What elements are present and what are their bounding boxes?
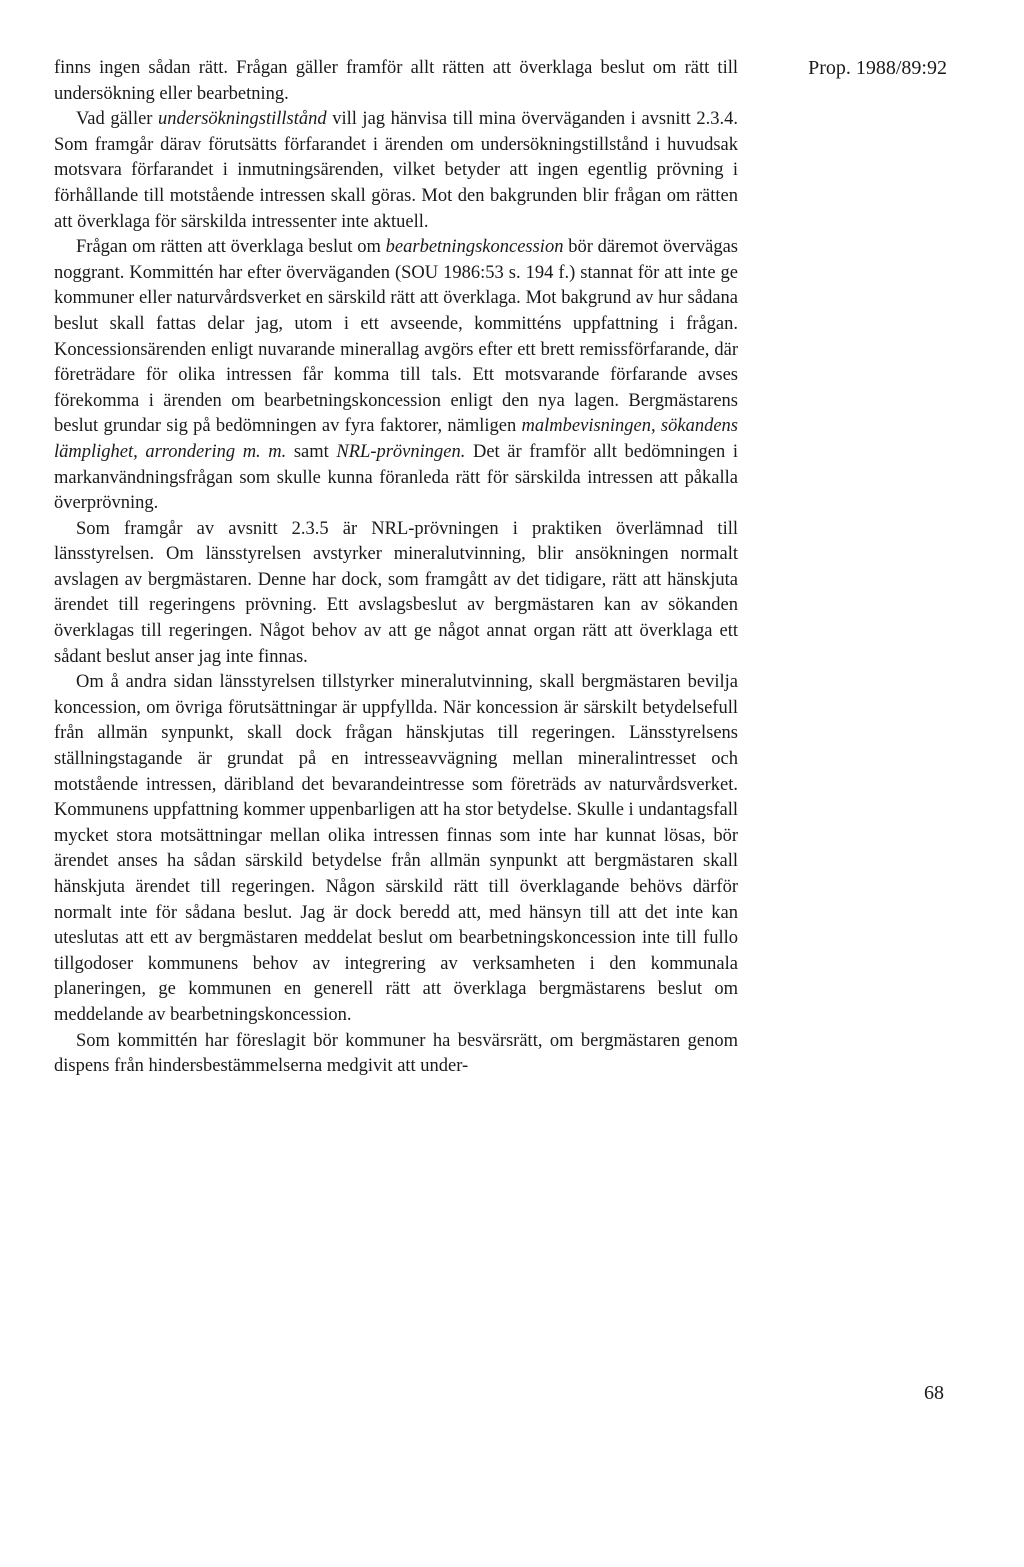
paragraph bbox=[54, 1029, 738, 1080]
text-run: Frågan om rätten att överklaga beslut om bbox=[76, 237, 386, 258]
text-run: Om å andra sidan länsstyrelsen tillstyrker mineralutvinning, skall bergmästaren bevilja koncession, om övriga förutsättningar är uppfyllda. När koncession är särskilt betydelsefull från allmän synpunkt, skall dock frågan hänskjutas till regeringen. Länsstyrelsens ställningstagande är grundat på en intresseavvägning mellan mineralintresset och motstående intressen, däribland det bevarandeintresse som företräds av naturvårdsverket. Kommunens uppfattning kommer uppenbarligen att ha stor betydelse. Skulle i undantagsfall mycket stora motsättningar mellan olika intressen finnas som inte har kunnat lösas, bör ärendet anses ha sådan särskild betydelse från allmän synpunkt att bergmästaren skall hänskjuta ärendet till regeringen. Någon särskild rätt till överklagande behövs därför normalt inte för sådana beslut. Jag är dock beredd att, med hänsyn till att det inte kan uteslutas att ett av bergmästaren meddelat beslut om bearbetningskoncession inte till fullo tillgodoser kommunens behov av integrering av verksamheten i den kommunala planeringen, ge kommunen en generell rätt att överklaga bergmästarens beslut om meddelande av bearbetningskoncession. bbox=[54, 672, 738, 1025]
text-run: samt bbox=[286, 441, 337, 462]
text-run: Det är framför allt bedömningen i markanvändningsfrågan som skulle kunna föranleda rätt för särskilda intressen att påkalla överprövning. bbox=[54, 441, 738, 514]
paragraph bbox=[54, 235, 738, 517]
italic-term: malmbevisningen, sökandens lämplighet, arrondering m. m. bbox=[54, 416, 738, 462]
italic-term: NRL-prövningen. bbox=[336, 441, 466, 462]
text-run: bör däremot övervägas noggrant. Kommittén har efter överväganden (SOU 1986:53 s. 194 f.) stannat för att inte ge kommuner eller naturvårdsverket en särskild rätt att överklaga. Mot bakgrund av hur sådana beslut skall fattas delar jag, utom i ett avseende, kommitténs uppfattning i frågan. Koncessionsärenden enligt nuvarande minerallag avgörs efter ett brett remissförfarande, där företrädare för olika intressen får komma till tals. Ett motsvarande förfarande avses förekomma i ärenden om bearbetningskoncession enligt den nya lagen. Bergmästarens beslut grundar sig på bedömningen av fyra faktorer, nämligen bbox=[54, 237, 738, 437]
document-reference: Prop. 1988/89:92 bbox=[808, 57, 947, 79]
text-run: Vad gäller bbox=[76, 109, 159, 130]
paragraph bbox=[54, 670, 738, 1028]
text-run: finns ingen sådan rätt. Frågan gäller framför allt rätten att överklaga beslut om rätt till undersökning eller bearbetning. bbox=[54, 58, 738, 104]
body-text bbox=[54, 56, 738, 1080]
text-run: vill jag hänvisa till mina överväganden i avsnitt 2.3.4. Som framgår därav förutsätts förfarandet i ärenden om undersökningstillstånd i huvudsak motsvara förfarandet i inmutningsärenden, vilket betyder att ingen egentlig prövning i förhållande till motstående intressen skall göras. Mot den bakgrunden blir frågan om rätten att överklaga för särskilda intressenter inte aktuell. bbox=[54, 109, 738, 232]
paragraph bbox=[54, 517, 738, 671]
paragraph bbox=[54, 56, 738, 107]
paragraph bbox=[54, 107, 738, 235]
text-run: Som framgår av avsnitt 2.3.5 är NRL-prövningen i praktiken överlämnad till länsstyrelsen. Om länsstyrelsen avstyrker mineralutvinning, blir ansökningen normalt avslagen av bergmästaren. Denne har dock, som framgått av det tidigare, rätt att hänskjuta ärendet till regeringens prövning. Ett avslagsbeslut av bergmästaren kan av sökanden överklagas till regeringen. Något behov av att ge något annat organ rätt att överklaga ett sådant beslut anser jag inte finnas. bbox=[54, 518, 738, 667]
page-number: 68 bbox=[924, 1382, 944, 1404]
italic-term: undersökningstillstånd bbox=[158, 109, 327, 130]
italic-term: bearbetningskoncession bbox=[385, 237, 564, 258]
text-run: Som kommittén har föreslagit bör kommuner ha besvärsrätt, om bergmästaren genom dispens från hindersbestämmelserna medgivit att under- bbox=[54, 1030, 738, 1077]
